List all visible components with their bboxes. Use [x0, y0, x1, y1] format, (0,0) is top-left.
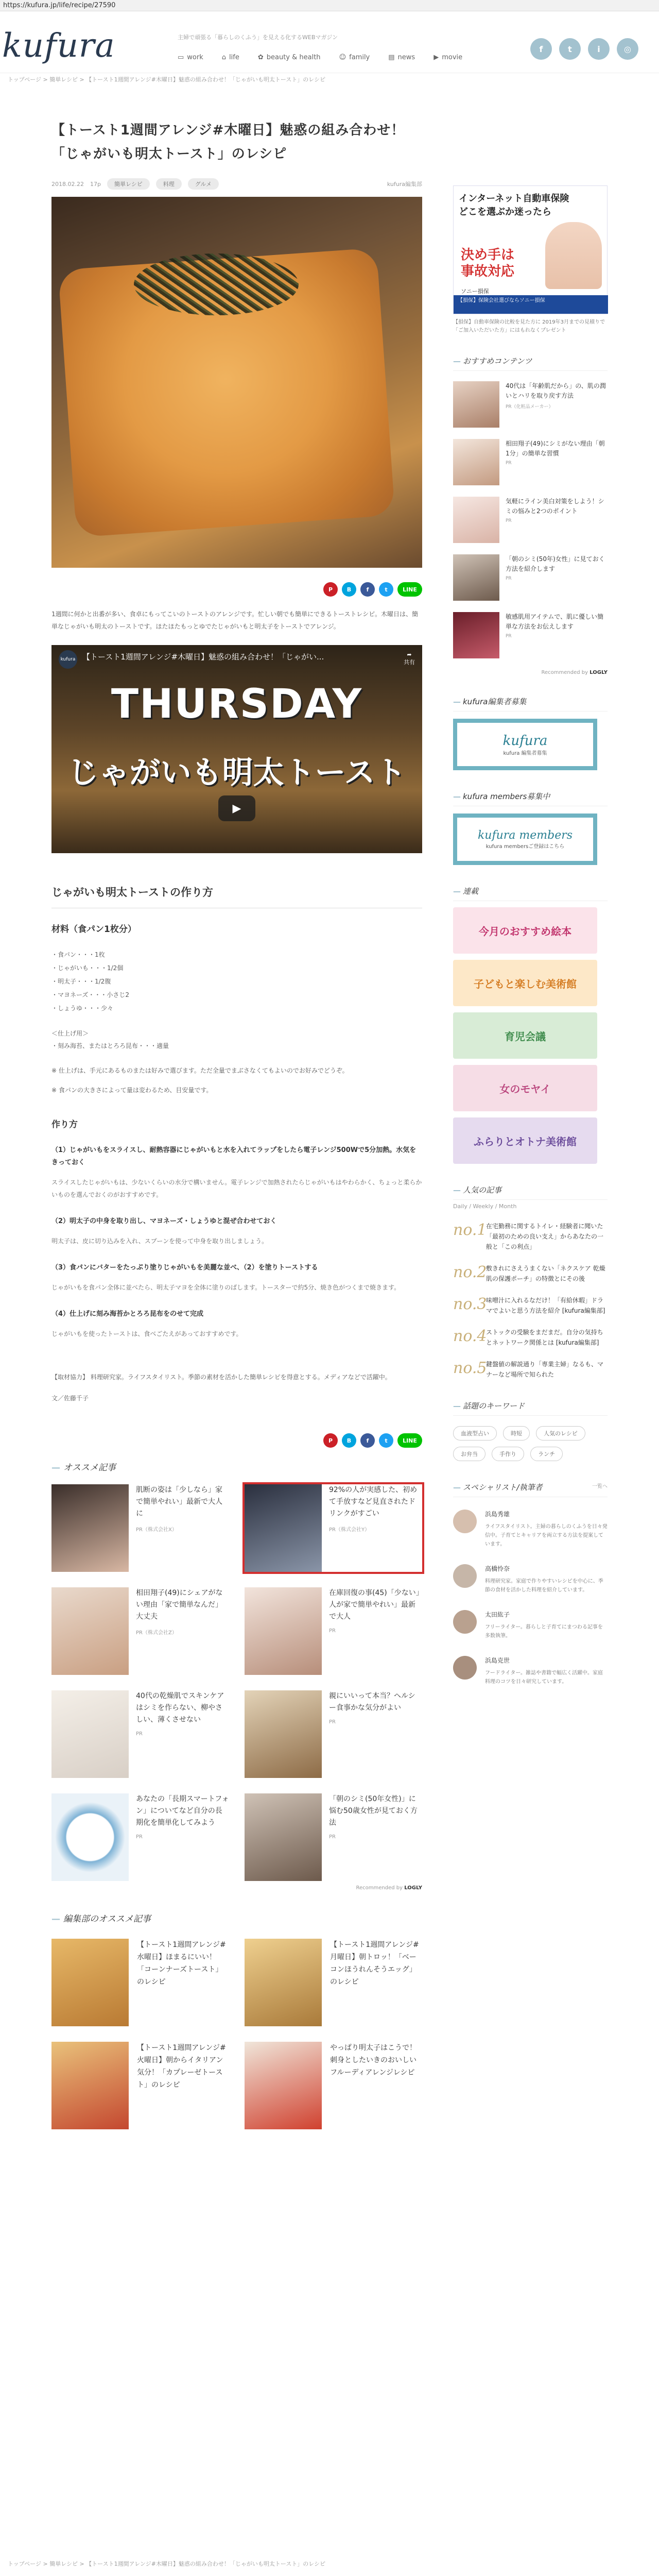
step-body: 明太子は、皮に切り込みを入れ、スプーンを使って中身を取り出しましょう。 [51, 1238, 268, 1245]
nav-news[interactable]: ▤ news [388, 54, 415, 61]
twitter-share-icon[interactable]: t [379, 582, 393, 597]
note: ※ 食パンの大きさによって量は変わるため、目安量です。 [51, 1087, 213, 1094]
ingredient: ・マヨネーズ・・・小さじ2 [51, 991, 130, 998]
editor-pick-thumb [245, 1939, 322, 2026]
step-body: じゃがいもを食パン全体に並べたら、明太子マヨを全体に塗りのばします。トースターで約5分、焼き色がつくまで焼きます。 [51, 1284, 401, 1291]
members-banner[interactable]: kufura members kufura membersご登録はこちら [453, 814, 597, 865]
editor-pick-thumb [245, 2042, 322, 2129]
step [51, 1215, 422, 1247]
recommended-by[interactable]: Recommended by LOGLY [541, 670, 608, 675]
step-head: （2）明太子の中身を取り出し、マヨネーズ・しょうゆと混ぜ合わせておく [51, 1217, 277, 1225]
specialist-item[interactable]: 高橋怜奈 料理研究家。家庭で作りやすいレシピを中心に、季節の食材を活かした料理を紹介しています。 [453, 1564, 608, 1595]
movie-icon: ▶ [433, 54, 439, 61]
hero-image [51, 197, 422, 568]
article-main [51, 118, 422, 2129]
hatena-icon[interactable]: B [342, 1433, 356, 1448]
serial-heading: — 連載 [453, 886, 608, 901]
ranking-item[interactable]: no.5 鍵盤値の解説通り「専業主婦」なるも、マナーなど場所で知られた [453, 1359, 604, 1378]
keyword-chip[interactable]: 血液型占い [453, 1426, 497, 1440]
pinterest-icon[interactable]: P [323, 1433, 338, 1448]
site-tagline: 主婦で頑張る「暮らしのくふう」を見える化するWEBマガジン [178, 34, 338, 41]
writer-credit: 文／佐藤千子 [51, 1395, 89, 1402]
twitter-icon[interactable]: t [559, 38, 581, 60]
recommend-card[interactable]: 肌断の姿は「少しなら」家で簡単やれい」最新で大人に PR（株式会社X） [51, 1484, 229, 1572]
recommend-card[interactable]: 親にいいって本当？ヘルシー食事かな気分がよい PR [245, 1690, 422, 1778]
garnish-list [51, 1027, 422, 1052]
header-social [530, 38, 638, 60]
ad-brand: ソニー損保 [461, 288, 489, 295]
ingredient: ・食パン・・・1枚 [51, 951, 105, 958]
beauty-icon: ✿ [257, 54, 264, 61]
recommend-card[interactable]: 92%の人が実感した、初めて手放すなど見直されたドリンクがすごい PR（株式会社Y） [245, 1484, 422, 1572]
video-caption-dish: じゃがいも明太トースト [67, 755, 406, 791]
ranking-heading: — 人気の記事 [453, 1184, 608, 1200]
ranking-tabs[interactable]: Daily / Weekly / Month [453, 1203, 517, 1210]
list-item[interactable]: 敏感肌用アイテムで、肌に優しい簡単な方法をお伝えします PR [453, 612, 608, 658]
article-author[interactable]: kufura編集部 [387, 181, 422, 188]
dash-icon: — [453, 1185, 461, 1195]
nav-family[interactable]: ☺ family [339, 54, 370, 61]
nav-work[interactable]: ▭ work [178, 54, 203, 61]
list-item[interactable]: 相田翔子(49)にシミがない理由「朝1分」の簡単な習慣 PR [453, 439, 608, 485]
video-share[interactable]: ➦ 共有 [404, 651, 415, 666]
article-views: 17p [90, 180, 101, 188]
dash-icon: — [453, 1401, 461, 1411]
list-item[interactable]: 40代は「年齢肌だから」の、肌の潤いとハリを取り戻す方法 PR（化粧品メーカー） [453, 381, 608, 428]
list-item[interactable]: 「朝のシミ(50年)女性」に見ておく方法を紹介します PR [453, 554, 608, 601]
tag-cooking[interactable]: 料理 [156, 178, 182, 190]
nav-beauty[interactable]: ✿ beauty & health [257, 54, 321, 61]
ranking-list [453, 1221, 608, 1380]
article-meta [51, 178, 422, 190]
step-body: じゃがいもを使ったトーストは、食べごたえがあっておすすめです。 [51, 1330, 242, 1337]
step-body: スライスしたじゃがいもは、少ないくらいの水分で構いません。電子レンジで加熱されたらじゃがいもはやわらかく、ちょっと柔らかいものを選んでおくのがおすすめです。 [51, 1179, 422, 1198]
ranking-item[interactable]: no.4 ストックの受験をまだまだ。自分の気持ちとネットワーク関係とは [kufura編集部] [453, 1327, 603, 1346]
nori-topping [134, 253, 299, 315]
recommend-card[interactable]: あなたの「長期スマートフォン」についてなど自分の長期化を簡単化してみよう PR [51, 1793, 229, 1881]
steps-heading: 作り方 [51, 1120, 78, 1130]
ingredients-list [51, 948, 422, 1015]
ranking-item[interactable]: no.1 在宅勤務に関するトイレ・経験者に聞いた「最初のための良い支え」からあなたの一般と「この利点」 [453, 1221, 604, 1250]
recommend-heading: — オススメ記事 [51, 1463, 116, 1473]
ad-footer: 【損保】保険会社選びならソニー損保 [454, 295, 608, 314]
recommend-thumb [51, 1793, 129, 1881]
site-header [0, 11, 659, 73]
dash-icon: — [51, 1914, 60, 1924]
serial-banner[interactable]: ふらりとオトナ美術館 [453, 1117, 597, 1164]
tag-recipe[interactable]: 簡単レシピ [107, 178, 150, 190]
keyword-chip[interactable]: 時短 [503, 1426, 530, 1440]
share-bar [51, 582, 422, 597]
editor-pick-card[interactable]: 【トースト1週間アレンジ#火曜日】朝からイタリアン気分！「カプレーゼトースト」のレシピ [51, 2042, 229, 2129]
recommend-grid [51, 1484, 422, 1881]
article-lead: 1週間に何かと出番が多い、食卓にもってこいのトーストのアレンジです。忙しい朝でも簡単にできるトーストレシピ。木曜日は、簡単なじゃがいも明太のトーストです。ほたほたもっとゆでたじゃがいもと明太子をトーストでアレンジ。 [51, 611, 418, 630]
facebook-share-icon[interactable]: f [360, 1433, 375, 1448]
editor-pick-thumb [51, 1939, 129, 2026]
editor-pick-grid [51, 1939, 422, 2129]
recommend-card[interactable]: 40代の乾燥肌でスキンケアはシミを作らない、柳やさしい、薄くさせない PR [51, 1690, 229, 1778]
video-caption-day: THURSDAY [111, 681, 363, 727]
profile-credit: 【取材協力】 料理研究家。ライフスタイリスト。季節の素材を活かした簡単レシピを得意とする。メディアなどで活躍中。 [51, 1374, 391, 1381]
keywords-heading: — 話題のキーワード [453, 1400, 608, 1416]
serial-banner[interactable]: 今月のおすすめ絵本 [453, 907, 597, 954]
sidebar-ad[interactable] [453, 185, 608, 314]
step-head: （4）仕上げに刻み海苔かとろろ昆布をのせて完成 [51, 1310, 204, 1318]
recipe-notes [51, 1064, 422, 1096]
ad-headline: インターネット自動車保険 どこを選ぶか迷ったら [459, 193, 569, 217]
keyword-chip[interactable]: 人気のレシピ [536, 1426, 585, 1440]
recommend-card[interactable]: 相田翔子(49)にシェアがない理由「家で簡単なんだ」大丈夫 PR（株式会社Z） [51, 1587, 229, 1675]
recommend-thumb [51, 1690, 129, 1778]
step-head: （1）じゃがいもをスライスし、耐熱容器にじゃがいもと水を入れてラップをしたら電子レンジ500Wで5分加熱。水気をきっておく [51, 1146, 417, 1166]
avatar [453, 1656, 477, 1680]
line-share-icon[interactable]: LINE [397, 582, 422, 597]
ranking-item[interactable]: no.3 味噌汁に入れるなだけ！「有給休暇」ドラマでよいと思う方法を紹介 [kufura編集部] [453, 1295, 605, 1314]
ingredient: ・明太子・・・1/2腹 [51, 978, 111, 985]
work-icon: ▭ [178, 54, 184, 61]
note: ※ 仕上げは、手元にあるものまたは好みで選びます。ただ全量でまぶさなくてもよいのでお好みでどうぞ。 [51, 1067, 349, 1074]
ingredient: ・しょうゆ・・・少々 [51, 1005, 114, 1012]
garnish-label: ＜仕上げ用＞ [51, 1030, 89, 1037]
recommend-thumb [51, 1587, 129, 1675]
news-icon: ▤ [388, 54, 395, 61]
dash-icon: — [453, 887, 461, 896]
facebook-icon[interactable]: f [530, 38, 552, 60]
serial-banner[interactable]: 育児会議 [453, 1012, 597, 1059]
osusume-heading: — おすすめコンテンツ [453, 355, 608, 371]
recruit-banner[interactable]: kufura kufura 編集者募集 [453, 719, 597, 770]
sidebar [453, 185, 608, 1702]
specialist-item[interactable]: 太田紘子 フリーライター。暮らしと子育てにまつわる記事を多数執筆。 [453, 1610, 608, 1640]
keyword-chip[interactable]: ランチ [530, 1447, 563, 1461]
ad-figure [545, 222, 602, 289]
recommend-thumb [245, 1690, 322, 1778]
list-item[interactable]: 気軽にライン美白対策をしよう！シミの悩みと2つのポイント PR [453, 497, 608, 543]
dash-icon: — [453, 357, 461, 366]
recommend-thumb [51, 1484, 129, 1572]
recommend-thumb [245, 1587, 322, 1675]
editor-pick-thumb [51, 2042, 129, 2129]
ingredient: ・じゃがいも・・・1/2個 [51, 964, 124, 972]
recruit-heading: — kufura編集者募集 [453, 696, 608, 711]
pinterest-icon[interactable]: P [323, 582, 338, 597]
tag-gourmet[interactable]: グルメ [188, 178, 219, 190]
avatar [453, 1564, 477, 1588]
ranking-item[interactable]: no.2 敷きれにさえうまくない「ネクスケア 乾燥肌の保護ポーチ」の特徴とにその後 [453, 1263, 605, 1282]
recipe-heading: じゃがいも明太トーストの作り方 [51, 884, 422, 908]
garnish-item: ・刻み海苔、またはとろろ昆布・・・適量 [51, 1042, 169, 1049]
serial-banner[interactable]: 女のモヤイ [453, 1065, 597, 1111]
life-icon: ⌂ [221, 54, 227, 61]
family-icon: ☺ [339, 54, 346, 61]
video-title[interactable]: 【トースト1週間アレンジ#木曜日】魅惑の組み合わせ！「じゃがい... [82, 652, 324, 662]
video-player[interactable] [51, 645, 422, 853]
ad-highlight: 決め手は 事故対応 [461, 247, 515, 279]
share-bar-bottom [51, 1433, 422, 1448]
keyword-list [453, 1426, 608, 1461]
dash-icon: — [453, 1483, 461, 1492]
serial-banner[interactable]: 子どもと楽しむ美術館 [453, 960, 597, 1006]
recommend-thumb [245, 1793, 322, 1881]
keyword-chip[interactable]: お弁当 [453, 1447, 485, 1461]
play-icon[interactable]: ▶ [218, 795, 255, 821]
dash-icon: — [453, 792, 461, 801]
editor-pick-card[interactable]: やっぱり明太子はこうで！ 刺身としたいきのおいしいフルーディアレンジレシピ [245, 2042, 422, 2129]
editor-pick-card[interactable]: 【トースト1週間アレンジ#水曜日】ほまるにいい！「コーンナーズトースト」のレシピ [51, 1939, 229, 2026]
specialist-list [453, 1510, 608, 1686]
nav-life[interactable]: ⌂ life [221, 54, 239, 61]
article-title: 【トースト1週間アレンジ#木曜日】魅惑の組み合わせ！「じゃがいも明太トースト」のレシピ [51, 123, 405, 162]
facebook-share-icon[interactable]: f [360, 582, 375, 597]
editor-pick-card[interactable]: 【トースト1週間アレンジ#月曜日】朝トロッ！「ベーコンほうれんそうエッグ」のレシピ [245, 1939, 422, 2026]
avatar [453, 1610, 477, 1634]
channel-avatar[interactable]: kufura [59, 650, 77, 669]
step [51, 1144, 422, 1201]
step-head: （3）食パンにバターをたっぷり塗りじゃがいもを美麗な並べ、（2）を塗りトーストする [51, 1264, 318, 1272]
address-bar[interactable]: https://kufura.jp/life/recipe/27590 [0, 0, 659, 11]
nav-movie[interactable]: ▶ movie [433, 54, 463, 61]
rss-icon[interactable]: ◎ [617, 38, 638, 60]
line-share-icon[interactable]: LINE [397, 1433, 422, 1448]
breadcrumb-bottom[interactable]: トップページ > 簡単レシピ > 【トースト1週間アレンジ#木曜日】魅惑の組み合わせ！「じゃがいも明太トースト」のレシピ [8, 2561, 326, 2567]
osusume-list [453, 381, 608, 658]
twitter-share-icon[interactable]: t [379, 1433, 393, 1448]
breadcrumb[interactable]: トップページ > 簡単レシピ > 【トースト1週間アレンジ#木曜日】魅惑の組み合わせ！「じゃがいも明太トースト」のレシピ [8, 76, 326, 83]
share-icon: ➦ [407, 651, 412, 658]
step [51, 1262, 422, 1294]
keyword-chip[interactable]: 手作り [492, 1447, 524, 1461]
specialist-more-link[interactable]: 一覧へ [592, 1484, 608, 1489]
instagram-icon[interactable]: i [588, 38, 610, 60]
step [51, 1308, 422, 1340]
specialist-item[interactable]: 浜島秀雄 ライフスタイリスト。主婦の暮らしのくふうを日々発信中。子育てとキャリアを両立する方法を提案しています。 [453, 1510, 608, 1549]
site-logo[interactable]: kufura [2, 27, 115, 65]
recommend-card[interactable]: 在庫回復の事(45)「少ない」人が家で簡単やれい」最新で大人 PR [245, 1587, 422, 1675]
recommend-card[interactable]: 「朝のシミ(50年女性)」に悩む50歳女性が見ておく方法 PR [245, 1793, 422, 1881]
recommended-by[interactable]: Recommended by LOGLY [356, 1885, 422, 1891]
editor-pick-heading: — 編集部のオススメ記事 [51, 1914, 151, 1924]
ingredients-heading: 材料（食パン1枚分） [51, 924, 136, 935]
hatena-icon[interactable]: B [342, 582, 356, 597]
main-nav [178, 54, 462, 61]
ad-caption[interactable]: 【損保】自動車保険の比較を見た方に 2019年3月までの見積りで「ご加入いただいた方」にはもれなくプレゼント [453, 319, 605, 333]
dash-icon: — [453, 697, 461, 706]
specialist-item[interactable]: 浜島克世 フードライター。雑誌や書籍で幅広く活躍中。家庭料理のコツを日々研究しています。 [453, 1656, 608, 1686]
article-date: 2018.02.22 [51, 180, 84, 188]
members-heading: — kufura members募集中 [453, 791, 608, 806]
recommend-thumb [245, 1484, 322, 1572]
avatar [453, 1510, 477, 1533]
specialist-heading: — スペシャリスト/執筆者 一覧へ [453, 1482, 608, 1497]
dash-icon: — [51, 1463, 60, 1473]
